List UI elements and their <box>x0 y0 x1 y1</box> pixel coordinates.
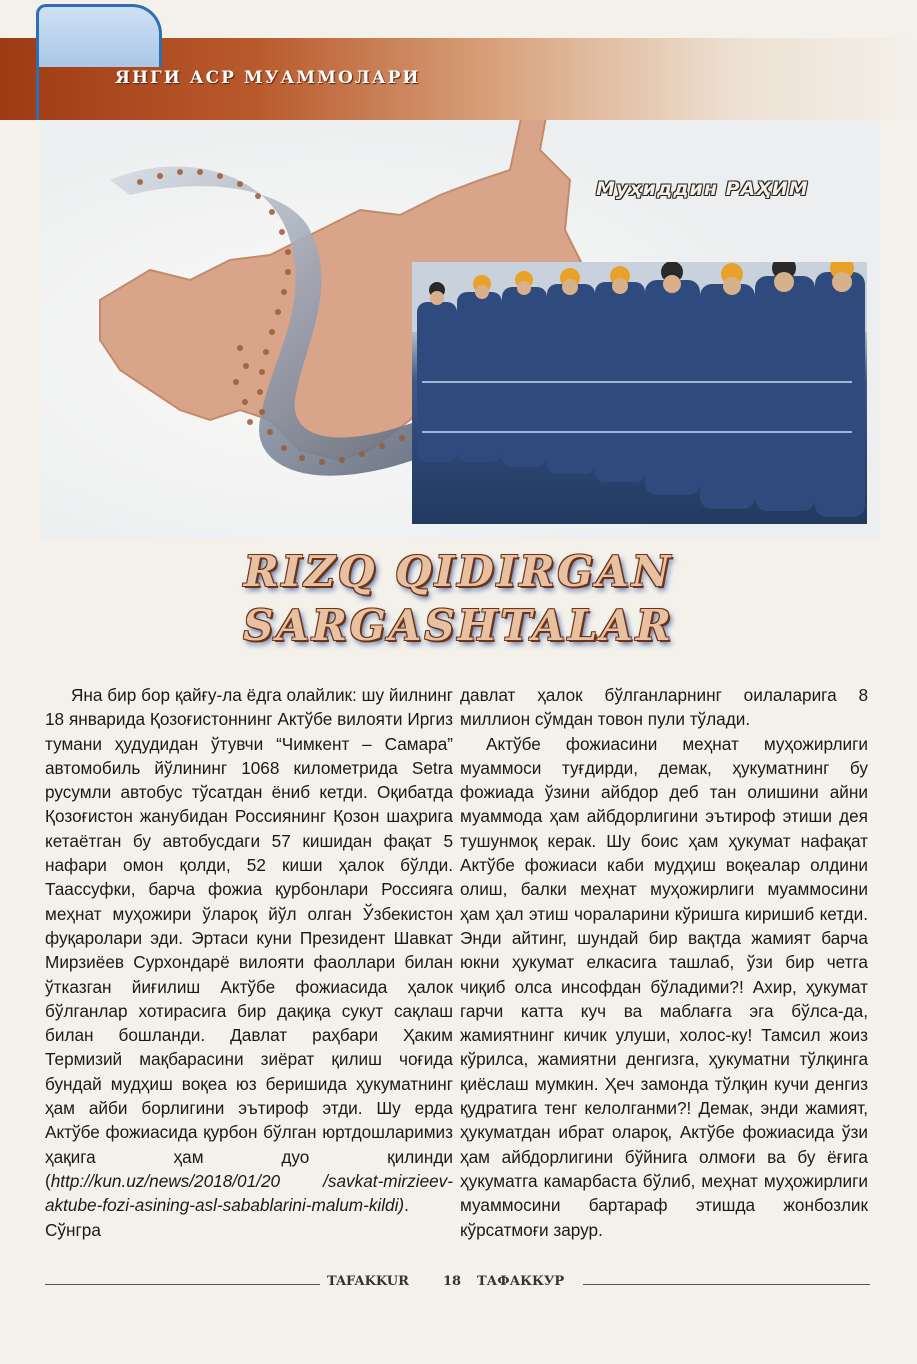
footer-rule-left <box>45 1284 320 1285</box>
footer-rule-right <box>583 1284 870 1285</box>
page-number: 18 <box>443 1274 462 1289</box>
workers-photo <box>412 262 867 524</box>
article-title-line-2: SARGASHTALAR <box>243 601 674 650</box>
article-title-line-1: RIZQ QIDIRGAN <box>243 547 674 596</box>
article-title <box>0 545 917 653</box>
folder-tab-icon <box>36 4 162 67</box>
paragraph-tail: . Сўнгра <box>45 1195 409 1240</box>
section-title: ЯНГИ АСР МУАММОЛАРИ <box>115 68 421 88</box>
paragraph-text: Яна бир бор қайғу-ла ёдга олайлик: шу йилнинг 18 январида Қозоғистоннинг Актўбе вилояти Иргиз тумани ҳудудидан ўтувчи “Чимкент – Самара” автомобиль йўлининг 1068 километрида Setra русумли автобус тўсатдан ёниб кетди. Оқибатда Қозоғистон жанубидан Россиянинг Қозон шаҳрига кетаётган бу автобусдаги 57 кишидан фақат 5 нафари омон қолди, 52 киши ҳалок бўлди. Таассуфки, барча фожиа қурбонлари Россияга меҳнат муҳожири ўлароқ йўл олган Ўзбекистон фуқаролари эди. Эртаси куни Президент Шавкат Мирзиёев Сурхондарё вилояти фаоллари билан ўтказган йиғилиш Актўбе фожиасида ҳалок бўлганлар хотирасига бир дақиқа сукут сақлаш билан бошланди. Давлат раҳбари Ҳаким Термизий мақбарасини зиёрат қилиш чоғида бундай мудҳиш воқеа юз беришида ҳукуматнинг ҳам айби борлигини эътироф этди. Шу ерда Актўбе фожиасида қурбон бўлган юртдошларимиз ҳақига ҳам дуо қилинди ( <box>45 685 453 1191</box>
folder-divider <box>36 60 39 120</box>
source-url: http://kun.uz/news/2018/01/20 /savkat-mirzieev-aktube-fozi-asining-asl-sabablarini-malum-kildi) <box>45 1170 453 1216</box>
footer-label-cyrillic: ТАФАККУР <box>477 1274 565 1289</box>
article-paragraph: Актўбе фожиасини меҳнат муҳожирлиги муаммоси туғдирди, демак, ҳукуматнинг бу фожиада ўзини айбдор деб тан олишини айни муаммода ҳам айбдорлигини эътироф этиши дея тушунмоқ керак. Шу боис ҳам ҳукумат нафақат Актўбе фожиаси каби мудҳиш воқеалар олдини олиш, балки меҳнат муҳожирлиги муаммосини ҳам ҳал этиш чораларини кўришга киришиб кетди. Энди айтинг, шундай бир вақтда жамият барча юкни ҳукумат елкасига ташлаб, ўзи бир четга чиқиб олса инсофдан бўладими?! Ахир, ҳукумат гарчи катта куч ва маблағга эга бўлса-да, жамиятнинг кичик улуши, холос-ку! Тамсил жоиз кўрилса, жамиятни денгизга, ҳукуматни тўлқинга қиёслаш мумкин. Ҳеч замонда тўлқин кучи денгиз қудратига тенг келолганми?! Демак, энди жамият, ҳукуматдан ибрат олароқ, Актўбе фожиасида ўзи ҳам айбдорлигини бўйнига олмоғи ва бу ёғига ҳукуматга камарбаста бўлиб, меҳнат муҳожирлиги муаммосини бартараф этишда жонбозлик кўрсатмоғи зарур. <box>460 733 868 1240</box>
page-footer <box>45 1272 870 1296</box>
author-name: Муҳиддин РАҲИМ <box>596 178 809 200</box>
article-column-left <box>45 683 453 1242</box>
article-paragraph <box>45 683 453 1242</box>
article-column-right <box>460 683 868 1242</box>
footer-label-latin: TAFAKKUR <box>327 1274 409 1289</box>
workers-photo-drawing <box>412 262 867 524</box>
article-paragraph: давлат ҳалок бўлганларнинг оилаларига 8 миллион сўмдан товон пули тўлади. <box>460 685 868 730</box>
